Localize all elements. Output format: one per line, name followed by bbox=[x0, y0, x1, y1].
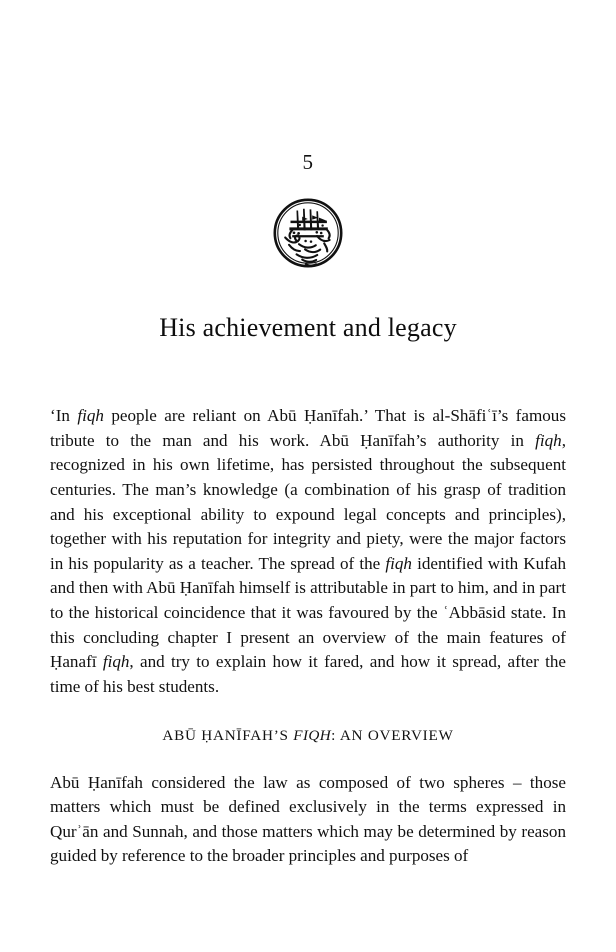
italic-term-fiqh: fiqh bbox=[385, 553, 412, 573]
section-heading-suffix: : AN OVERVIEW bbox=[331, 727, 454, 745]
section-heading-italic-fiqh: FIQH bbox=[293, 727, 332, 745]
paragraph-text-segment: people are reliant on Abū Ḥanīfah.’ That is al-Shāfiʿī’s famous tribute to the man and his work. Abū Ḥanīfah’s authority in bbox=[50, 406, 566, 450]
basmala-calligraphic-medallion-icon bbox=[272, 197, 344, 271]
section-heading bbox=[50, 699, 566, 770]
paragraph-text-segment: ‘In bbox=[50, 406, 78, 426]
ornament-container bbox=[0, 197, 616, 271]
section-heading-prefix: ABŪ ḤANĪFAH’S bbox=[162, 727, 294, 745]
paragraph-section-body: Abū Ḥanīfah considered the law as composed of two spheres – those matters which must be defined exclusively in the terms expressed in Qurʾān and Sunnah, and those matters which may be determined by reason guided by reference to the broader principles and purposes of bbox=[50, 772, 566, 866]
paragraph-text-segment: , recognized in his own lifetime, has persisted throughout the subsequent centuries. The man’s knowledge (a combination of his grasp of tradition and his exceptional ability to expound legal concepts and principles), together with his reputation for integrity and piety, were the major factors in his popularity as a teacher. The spread of the bbox=[50, 430, 566, 573]
paragraph-text-segment: , and try to explain how it fared, and how it spread, after the time of his best students. bbox=[50, 652, 566, 696]
paragraph-opening bbox=[50, 404, 566, 699]
italic-term-fiqh: fiqh bbox=[102, 652, 130, 672]
italic-term-fiqh: fiqh bbox=[535, 430, 562, 450]
chapter-opener bbox=[0, 0, 616, 343]
italic-term-fiqh: fiqh bbox=[77, 406, 104, 426]
chapter-number: 5 bbox=[302, 150, 314, 174]
paragraph-text-segment: identified with Kufah and then with Abū Ḥanīfah himself is attributable in part to him, and in part to the historical coincidence that it was favoured by the ʿAbbāsid state. In this concluding chapter I present an overview of the main features of Ḥanafī bbox=[50, 553, 566, 672]
page-title: His achievement and legacy bbox=[159, 313, 457, 342]
text-column bbox=[50, 360, 566, 869]
